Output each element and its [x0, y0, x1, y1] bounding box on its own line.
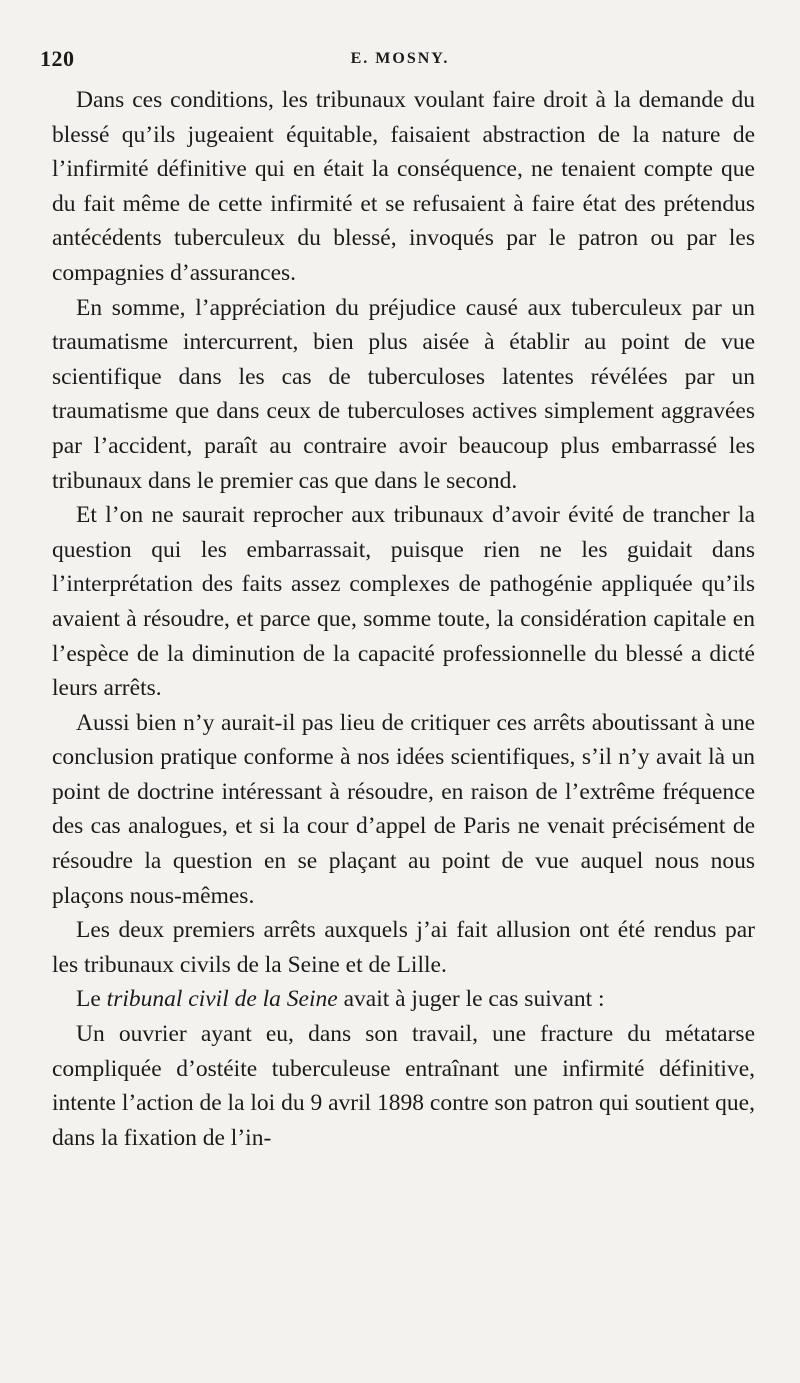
- tribunal-name-italic: tribunal civil de la Seine: [106, 986, 338, 1013]
- paragraph-6-end: avait à juger le cas suivant :: [337, 986, 605, 1013]
- paragraph-3: Et l’on ne saurait reprocher aux tribunaux d’avoir évité de trancher la question qui les embarrassait, puisque rien ne les guidait dans l’interprétation des faits assez complexes de pathogénie appliquée qu’ils avaient à résoudre, et parce que, somme toute, la considération capitale en l’espèce de la diminution de la capacité professionnelle du blessé a dicté leurs arrêts.: [52, 502, 755, 702]
- paragraph-7: Un ouvrier ayant eu, dans son travail, une fracture du métatarse compliquée d’ostéite tuberculeuse entraînant une infirmité définitive, intente l’action de la loi du 9 avril 1898 contre son patron qui soutient que, dans la fixation de l’in-: [52, 1021, 755, 1151]
- paragraph-6-start: Le: [76, 986, 107, 1013]
- page-header: [0, 40, 800, 80]
- paragraph-6: [52, 982, 755, 1017]
- body-text: [52, 83, 755, 1155]
- page-number: 120: [40, 46, 75, 71]
- paragraph-2: En somme, l’appréciation du préjudice causé aux tuberculeux par un traumatisme intercurrent, bien plus aisée à établir au point de vue scientifique dans les cas de tuberculoses latentes révélées par un traumatisme que dans ceux de tuberculoses actives simplement aggravées par l’accident, paraît au contraire avoir beaucoup plus embarrassé les tribunaux dans le premier cas que dans le second.: [52, 294, 755, 494]
- paragraph-5: Les deux premiers arrêts auxquels j’ai fait allusion ont été rendus par les tribunaux civils de la Seine et de Lille.: [52, 917, 755, 978]
- running-head: E. MOSNY.: [350, 50, 450, 67]
- paragraph-4: Aussi bien n’y aurait-il pas lieu de critiquer ces arrêts aboutissant à une conclusion pratique conforme à nos idées scientifiques, s’il n’y avait là un point de doctrine intéressant à résoudre, en raison de l’extrême fréquence des cas analogues, et si la cour d’appel de Paris ne venait précisément de résoudre la question en se plaçant au point de vue auquel nous nous plaçons nous-mêmes.: [52, 709, 755, 909]
- paragraph-1: Dans ces conditions, les tribunaux voulant faire droit à la demande du blessé qu’ils jugeaient équitable, faisaient abstraction de la nature de l’infirmité définitive qui en était la conséquence, ne tenaient compte que du fait même de cette infirmité et se refusaient à faire état des prétendus antécédents tuberculeux du blessé, invoqués par le patron ou par les compagnies d’assurances.: [52, 87, 755, 286]
